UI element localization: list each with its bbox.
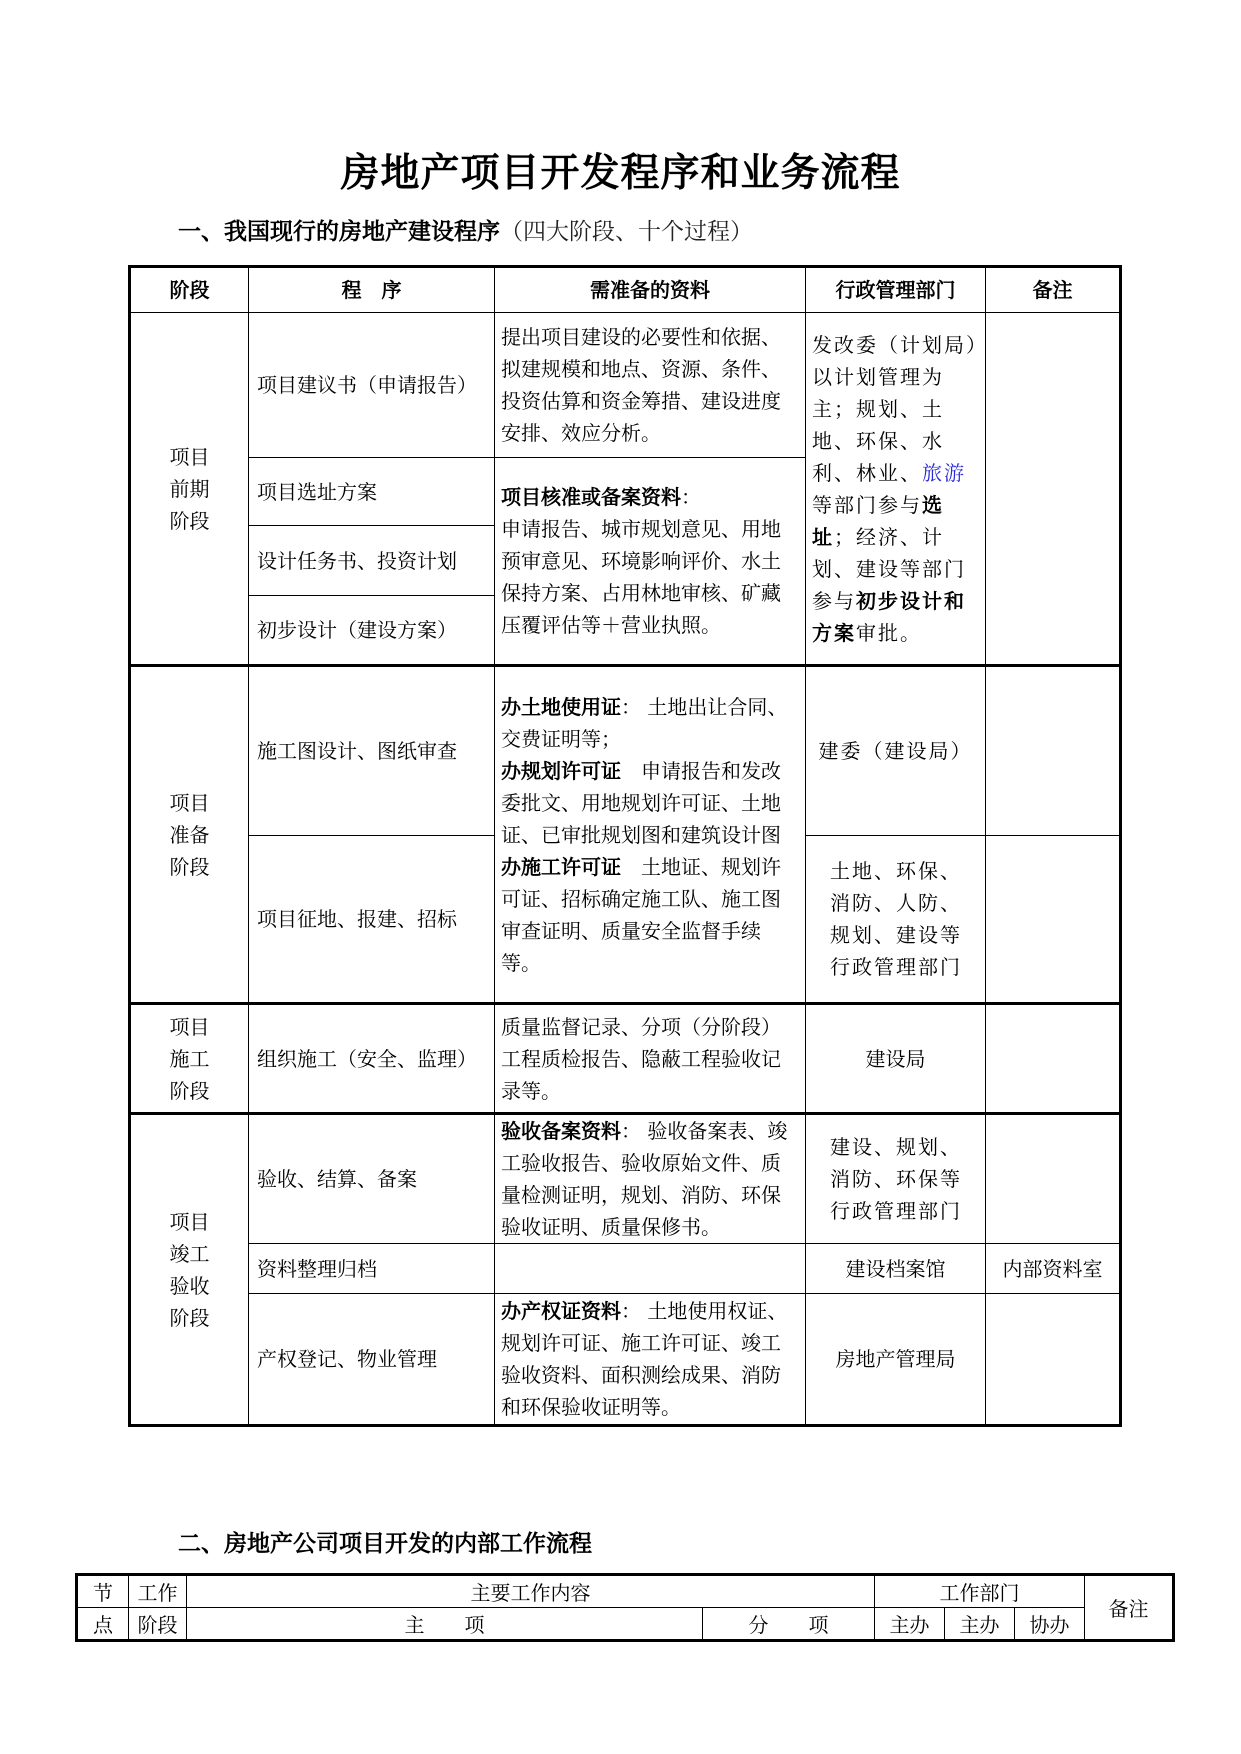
materials-label: 办产权证资料 [501, 1299, 621, 1323]
note-cell [986, 1004, 1121, 1114]
table-row [130, 1294, 1121, 1426]
procedure-cell: 项目选址方案 [249, 458, 495, 526]
section1-heading-text: 一、我国现行的房地产建设程序 [178, 219, 500, 245]
note-cell [986, 836, 1121, 1004]
materials-cell [495, 1294, 806, 1426]
procedure-cell: 项目征地、报建、招标 [249, 836, 495, 1004]
materials-label: 办规划许可证 [501, 758, 621, 783]
materials-text: ： 土地出让合同、交费证明等； [501, 694, 788, 751]
materials-text: ： 验收备案表、竣工验收报告、验收原始文件、质量检测证明，规划、消防、环保验收证明、质量保修书。 [501, 1119, 788, 1239]
dept-cell: 建设、规划、消防、环保等行政管理部门 [806, 1114, 986, 1244]
header-lead2: 主办 [945, 1608, 1015, 1641]
dept-cell: 建设局 [806, 1004, 986, 1114]
note-cell [986, 1294, 1121, 1426]
dept-text: 审批。 [856, 620, 922, 645]
header-main-item: 主 项 [187, 1608, 703, 1641]
header-lead1: 主办 [875, 1608, 945, 1641]
procedure-cell: 验收、结算、备案 [249, 1114, 495, 1244]
stage-cell: 项目准备阶段 [130, 666, 249, 1004]
note-cell [986, 666, 1121, 836]
stage-cell: 项目竣工验收阶段 [130, 1114, 249, 1426]
procedure-cell: 资料整理归档 [249, 1244, 495, 1294]
stage-cell: 项目施工阶段 [130, 1004, 249, 1114]
header-node: 点 [77, 1608, 129, 1641]
procedure-cell: 施工图设计、图纸审查 [249, 666, 495, 836]
table-row [130, 313, 1121, 458]
header-dept: 工作部门 [875, 1575, 1085, 1608]
procedure-cell: 设计任务书、投资计划 [249, 526, 495, 596]
note-cell [986, 1114, 1121, 1244]
materials-cell: 提出项目建设的必要性和依据、拟建规模和地点、资源、条件、投资估算和资金筹措、建设进度安排、效应分析。 [495, 313, 806, 458]
table-header-row [130, 267, 1121, 313]
dept-text: 发改委（计划局）以计划管理为主；规划、土地、环保、水利、林业、 [812, 332, 978, 485]
dept-bold-text: 初步设计和方案 [812, 588, 966, 645]
dept-cell: 建委（建设局） [806, 666, 986, 836]
construction-procedure-table [128, 265, 1122, 1427]
header-materials: 需准备的资料 [495, 267, 806, 313]
dept-text: 等部门参与 [812, 492, 922, 517]
document-title: 房地产项目开发程序和业务流程 [340, 151, 901, 196]
header-dept: 行政管理部门 [806, 267, 986, 313]
materials-cell: 质量监督记录、分项（分阶段）工程质检报告、隐蔽工程验收记录等。 [495, 1004, 806, 1114]
header-node: 节 [77, 1575, 129, 1608]
table-header-row [77, 1575, 1174, 1608]
dept-cell: 房地产管理局 [806, 1294, 986, 1426]
materials-text: 申请报告和发改委批文、用地规划许可证、土地证、已审批规划图和建筑设计图 [501, 758, 781, 847]
note-cell: 内部资料室 [986, 1244, 1121, 1294]
table-row [130, 1244, 1121, 1294]
materials-cell [495, 1114, 806, 1244]
internal-workflow-table [75, 1573, 1175, 1642]
table-row [130, 666, 1121, 836]
table-row [130, 1004, 1121, 1114]
header-phase: 阶段 [129, 1608, 187, 1641]
dept-cell: 建设档案馆 [806, 1244, 986, 1294]
dept-cell: 土地、环保、消防、人防、规划、建设等行政管理部门 [806, 836, 986, 1004]
materials-label: 办土地使用证 [501, 694, 621, 719]
header-note: 备注 [1085, 1575, 1174, 1641]
materials-text: 申请报告、城市规划意见、用地预审意见、环境影响评价、水土保持方案、占用林地审核、矿藏压覆评估等＋营业执照。 [501, 517, 781, 637]
procedure-cell: 组织施工（安全、监理） [249, 1004, 495, 1114]
section1-heading [178, 213, 753, 246]
materials-label: 办施工许可证 [501, 854, 621, 879]
table-row [130, 1114, 1121, 1244]
header-procedure: 程 序 [249, 267, 495, 313]
section2-heading: 二、房地产公司项目开发的内部工作流程 [178, 1531, 592, 1557]
materials-cell: 项目核准或备案资料： 申请报告、城市规划意见、用地预审意见、环境影响评价、水土保持方案、占用林地审核、矿藏压覆评估等＋营业执照。 [495, 458, 806, 666]
note-cell [986, 313, 1121, 666]
procedure-cell: 产权登记、物业管理 [249, 1294, 495, 1426]
header-phase: 工作 [129, 1575, 187, 1608]
materials-text: ： 土地使用权证、规划许可证、施工许可证、竣工验收资料、面积测绘成果、消防和环保验收证明等。 [501, 1299, 788, 1419]
materials-label: 验收备案资料 [501, 1119, 621, 1143]
header-note: 备注 [986, 267, 1121, 313]
table-header-row [77, 1608, 1174, 1641]
materials-label: 项目核准或备案资料 [501, 485, 681, 509]
materials-cell [495, 1244, 806, 1294]
procedure-cell: 初步设计（建设方案） [249, 596, 495, 666]
header-assist: 协办 [1015, 1608, 1085, 1641]
dept-bold-text: 选址 [812, 492, 944, 549]
header-content: 主要工作内容 [187, 1575, 875, 1608]
stage-cell: 项目前期阶段 [130, 313, 249, 666]
materials-cell [495, 666, 806, 1004]
header-stage: 阶段 [130, 267, 249, 313]
materials-text: 土地证、规划许可证、招标确定施工队、施工图审查证明、质量安全监督手续等。 [501, 854, 781, 975]
header-sub-item: 分 项 [703, 1608, 875, 1641]
dept-link-text: 旅游 [922, 460, 966, 485]
procedure-cell: 项目建议书（申请报告） [249, 313, 495, 458]
section1-heading-note: （四大阶段、十个过程） [500, 219, 753, 245]
dept-cell [806, 313, 986, 666]
dept-text: ；经济、计划、建设等部门参与 [812, 524, 966, 613]
